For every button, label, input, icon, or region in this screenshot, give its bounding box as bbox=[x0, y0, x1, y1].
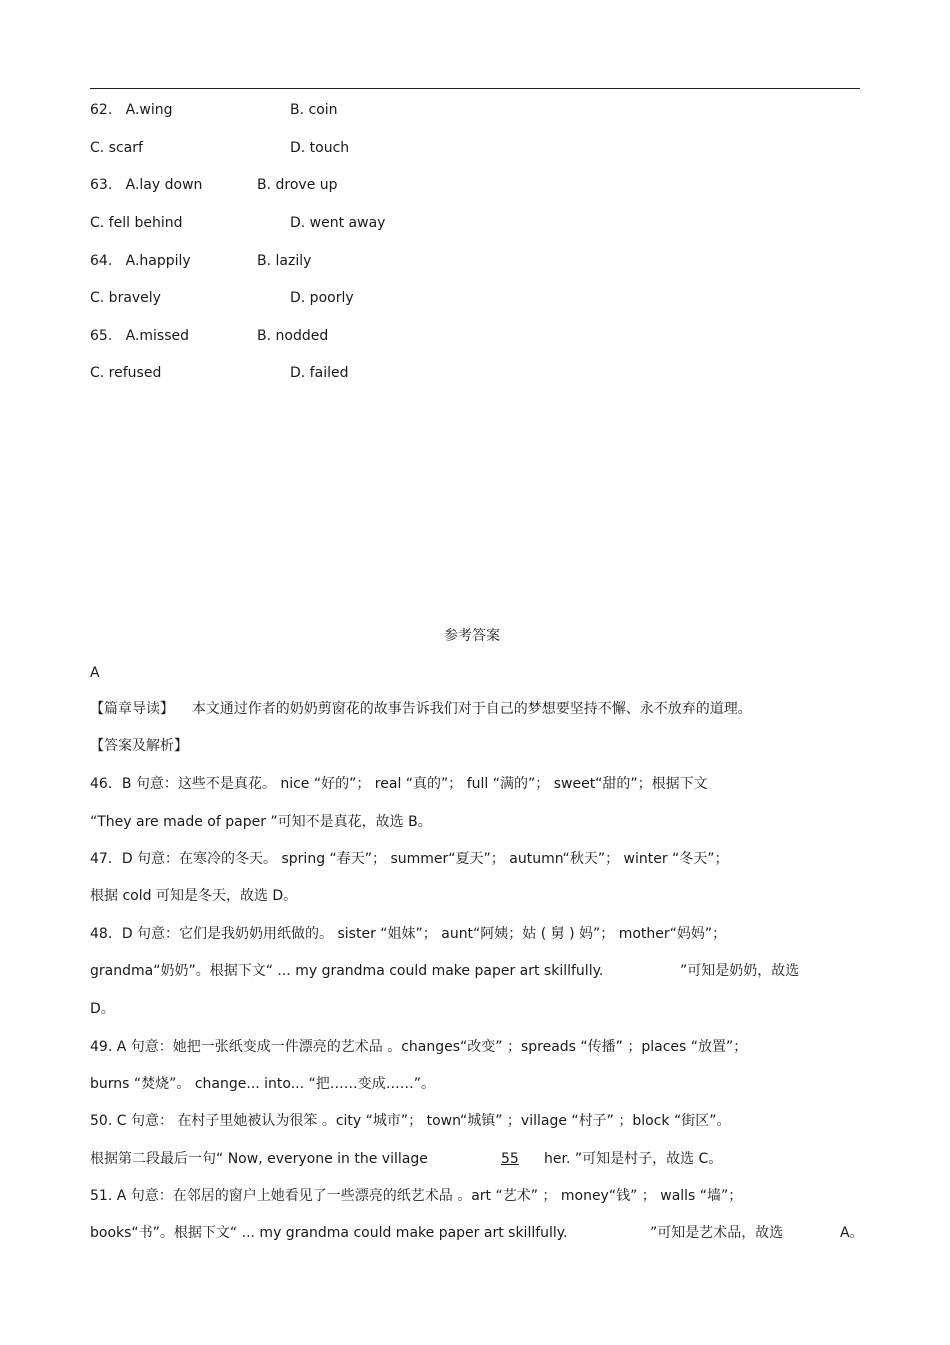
question-64-option-a: 64. A.happily bbox=[90, 253, 191, 269]
analysis-label: 【答案及解析】 bbox=[90, 738, 188, 754]
question-63-option-c: C. fell behind bbox=[90, 215, 183, 231]
question-62-option-a: 62. A.wing bbox=[90, 102, 173, 118]
answer-51-line2a: books“书”。根据下文“ ... my grandma could make paper art skillfully. bbox=[90, 1225, 568, 1241]
question-64-option-d: D. poorly bbox=[290, 290, 354, 306]
question-63-option-b: B. drove up bbox=[257, 177, 338, 193]
question-65-option-d: D. failed bbox=[290, 365, 349, 381]
answer-50-line2a: 根据第二段最后一句“ Now, everyone in the village bbox=[90, 1151, 428, 1167]
answer-51-line2c: A。 bbox=[840, 1225, 864, 1241]
answer-48-line2a: grandma“奶奶”。根据下文“ ... my grandma could make paper art skillfully. bbox=[90, 963, 604, 979]
answer-49-line2: burns “焚烧”。 change... into... “把……变成……”。 bbox=[90, 1076, 436, 1092]
passage-guide: 【篇章导读】 本文通过作者的奶奶剪窗花的故事告诉我们对于自己的梦想要坚持不懈、永不放弃的道理。 bbox=[90, 701, 752, 717]
answer-49-line1: 49. A 句意：她把一张纸变成一件漂亮的艺术品 。changes“改变” ；spreads “传播” ；places “放置”； bbox=[90, 1039, 748, 1055]
answer-51-line2b: ”可知是艺术品，故选 bbox=[650, 1225, 784, 1241]
answer-47-line2: 根据 cold 可知是冬天，故选 D。 bbox=[90, 888, 298, 904]
answer-46-line1: 46．B 句意：这些不是真花。 nice “好的”； real “真的”； full “满的”； sweet“甜的”；根据下文 bbox=[90, 776, 708, 792]
question-62-option-d: D. touch bbox=[290, 140, 350, 156]
question-62-option-b: B. coin bbox=[290, 102, 338, 118]
answer-48-line2b: ”可知是奶奶，故选 bbox=[680, 963, 800, 979]
answer-50-line1: 50. C 句意： 在村子里她被认为很笨 。city “城市”； town“城镇” ；village “村子” ；block “街区”。 bbox=[90, 1113, 731, 1129]
header-rule bbox=[90, 88, 860, 89]
answer-50-line2b: her. ”可知是村子，故选 C。 bbox=[544, 1151, 723, 1167]
question-65-option-a: 65. A.missed bbox=[90, 328, 190, 344]
question-65-option-c: C. refused bbox=[90, 365, 162, 381]
question-65-option-b: B. nodded bbox=[257, 328, 329, 344]
question-62-option-c: C. scarf bbox=[90, 140, 143, 156]
question-64-option-b: B. lazily bbox=[257, 253, 312, 269]
answer-48-line1: 48．D 句意：它们是我奶奶用纸做的。 sister “姐妹”； aunt“阿姨；姑 ( 舅 ) 妈”； mother“妈妈”； bbox=[90, 926, 727, 942]
question-63-option-a: 63. A.lay down bbox=[90, 177, 203, 193]
question-63-option-d: D. went away bbox=[290, 215, 386, 231]
answers-title: 参考答案 bbox=[444, 628, 500, 644]
answer-51-line1: 51. A 句意：在邻居的窗户上她看见了一些漂亮的纸艺术品 。art “艺术” ； money“钱” ； walls “墙”； bbox=[90, 1188, 743, 1204]
answer-47-line1: 47．D 句意：在寒冷的冬天。 spring “春天”； summer“夏天”； autumn“秋天”； winter “冬天”； bbox=[90, 851, 729, 867]
answer-48-line3: D。 bbox=[90, 1001, 115, 1017]
answer-46-line2: “They are made of paper ”可知不是真花，故选 B。 bbox=[90, 814, 432, 830]
section-label: A bbox=[90, 665, 100, 681]
question-64-option-c: C. bravely bbox=[90, 290, 161, 306]
answer-50-blank: 55 bbox=[501, 1151, 519, 1167]
